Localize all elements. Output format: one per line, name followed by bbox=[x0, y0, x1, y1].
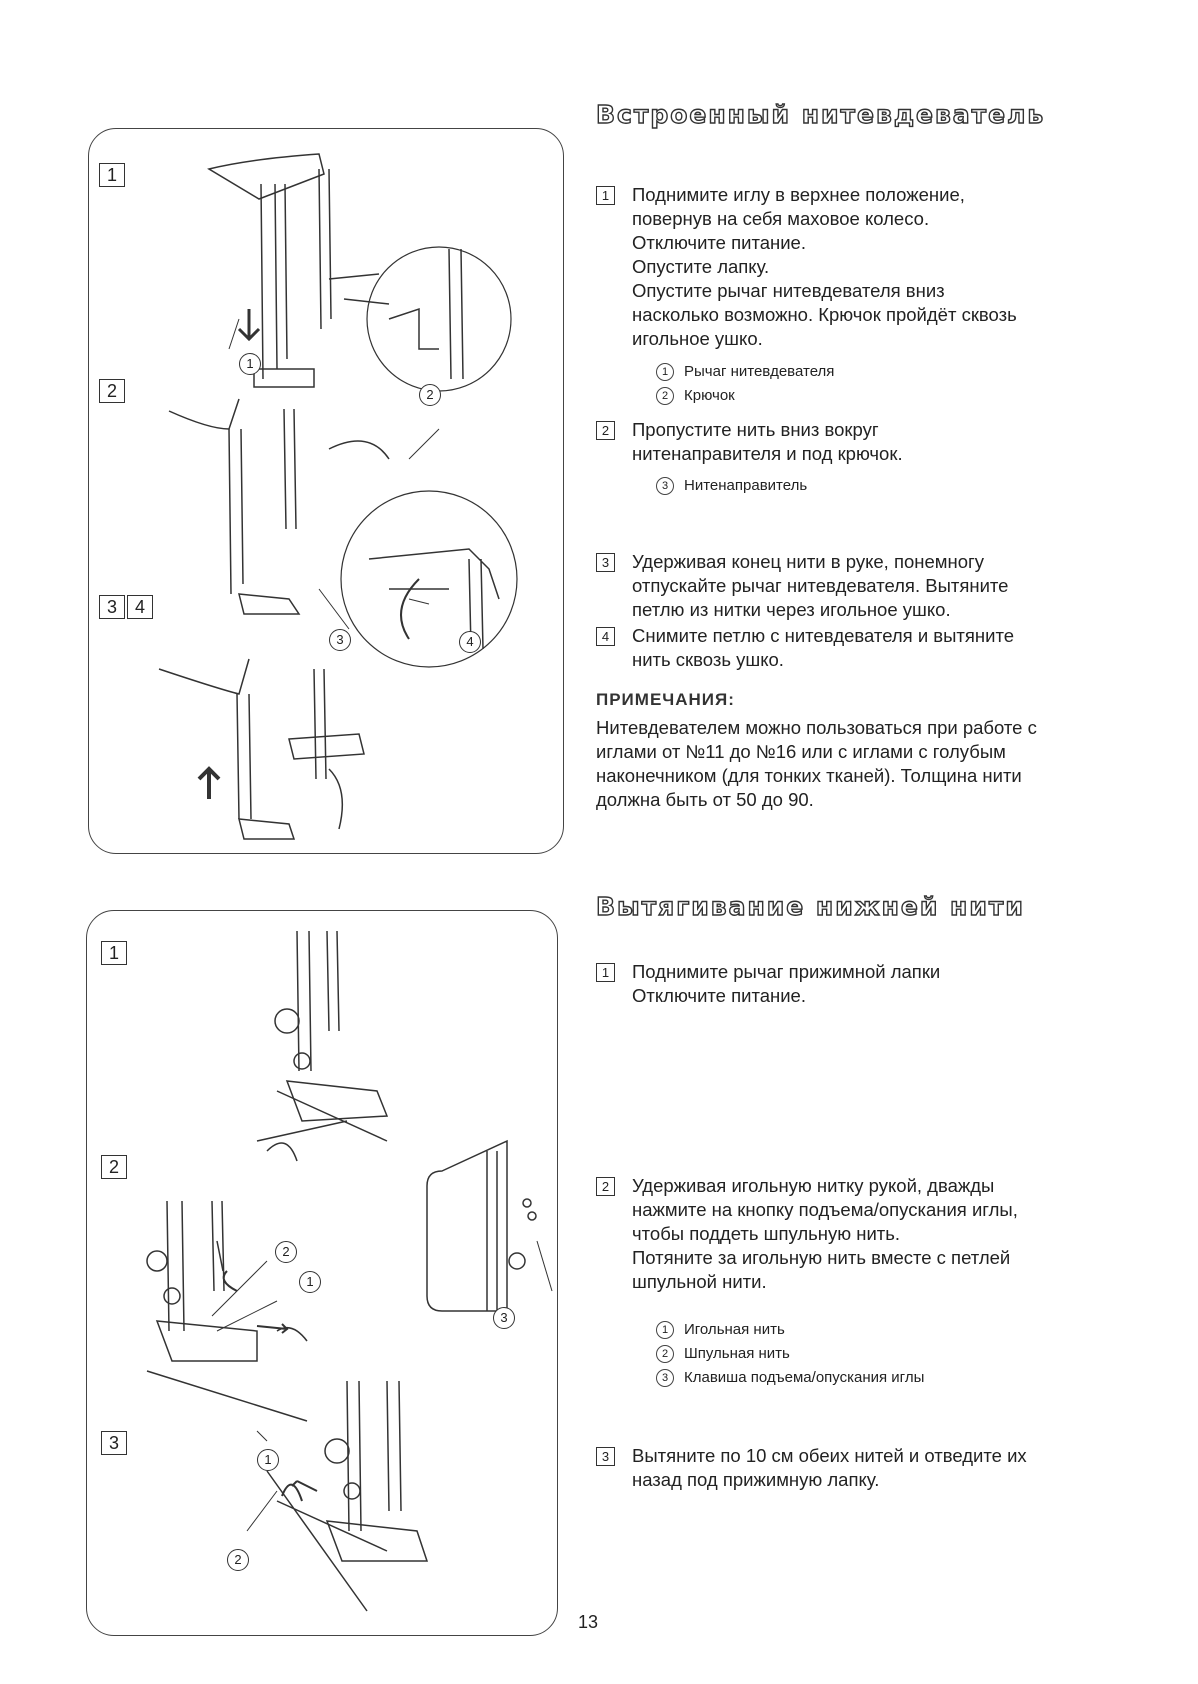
callout-4: 4 bbox=[459, 631, 481, 653]
page-number: 13 bbox=[578, 1612, 599, 1632]
legend-item: 2 Крючок bbox=[656, 384, 834, 408]
figure-step-1-label: 1 bbox=[101, 941, 127, 965]
figure-panel-threader bbox=[88, 128, 564, 854]
legend-item: 1 Игольная нить bbox=[656, 1318, 924, 1342]
section1-step-4: 4 Снимите петлю с нитевдевателя и вытяните нить сквозь ушко. bbox=[596, 624, 1014, 672]
callout-2-needle: 2 bbox=[275, 1241, 297, 1263]
callout-1-needle: 1 bbox=[299, 1271, 321, 1293]
step-number: 2 bbox=[596, 1177, 615, 1196]
section1-legend-2 bbox=[656, 474, 807, 498]
legend-item: 3 Клавиша подъема/опускания иглы bbox=[656, 1366, 924, 1390]
callout-3-button: 3 bbox=[493, 1307, 515, 1329]
step-number: 4 bbox=[596, 627, 615, 646]
legend-item: 3 Нитенаправитель bbox=[656, 474, 807, 498]
section1-step-2: 2 Пропустите нить вниз вокруг нитенаправителя и под крючок. bbox=[596, 418, 903, 466]
step-number: 2 bbox=[596, 421, 615, 440]
section2-step-2: 2 Удерживая игольную нитку рукой, дважды нажмите на кнопку подъема/опускания иглы, чтобы поддеть шпульную нить. Потяните за игольную нить вместе с петлей шпульной нити. bbox=[596, 1174, 1018, 1294]
notes-title: ПРИМЕЧАНИЯ: bbox=[596, 690, 735, 709]
callout-1-fig3: 1 bbox=[257, 1449, 279, 1471]
legend-item: 2 Шпульная нить bbox=[656, 1342, 924, 1366]
bobbin-thread-illustration bbox=[87, 911, 557, 1635]
step-number: 3 bbox=[596, 1447, 615, 1466]
legend-item: 1 Рычаг нитевдевателя bbox=[656, 360, 834, 384]
section1-title: Встроенный нитевдеватель bbox=[596, 100, 1046, 129]
callout-1: 1 bbox=[239, 353, 261, 375]
figure-step-4-label: 4 bbox=[127, 595, 153, 619]
section1-legend-1 bbox=[656, 360, 834, 408]
figure-step-1-label: 1 bbox=[99, 163, 125, 187]
figure-step-2-label: 2 bbox=[99, 379, 125, 403]
section2-legend bbox=[656, 1318, 924, 1390]
figure-step-3-label: 3 bbox=[101, 1431, 127, 1455]
figure-step-3-label: 3 bbox=[99, 595, 125, 619]
section2-title: Вытягивание нижней нити bbox=[596, 892, 1025, 921]
step-number: 3 bbox=[596, 553, 615, 572]
step-number: 1 bbox=[596, 963, 615, 982]
step-number: 1 bbox=[596, 186, 615, 205]
section1-step-3: 3 Удерживая конец нити в руке, понемногу отпускайте рычаг нитевдевателя. Вытяните петлю из нитки через игольное ушко. bbox=[596, 550, 1008, 622]
section2-step-1: 1 Поднимите рычаг прижимной лапки Отключите питание. bbox=[596, 960, 940, 1008]
callout-2-fig3: 2 bbox=[227, 1549, 249, 1571]
threader-illustration bbox=[89, 129, 563, 853]
section1-step-1: 1 Поднимите иглу в верхнее положение, повернув на себя маховое колесо. Отключите питание. Опустите лапку. Опустите рычаг нитевдевателя вниз насколько возможно. Крючок пройдёт сквозь игольное ушко. bbox=[596, 183, 1017, 351]
notes-body: Нитевдевателем можно пользоваться при работе с иглами от №11 до №16 или с иглами с голубым наконечником (для тонких тканей). Толщина нити должна быть от 50 до 90. bbox=[596, 717, 1037, 810]
figure-step-2-label: 2 bbox=[101, 1155, 127, 1179]
callout-2: 2 bbox=[419, 384, 441, 406]
figure-panel-bobbin-thread bbox=[86, 910, 558, 1636]
section2-step-3: 3 Вытяните по 10 см обеих нитей и отведите их назад под прижимную лапку. bbox=[596, 1444, 1027, 1492]
callout-3: 3 bbox=[329, 629, 351, 651]
